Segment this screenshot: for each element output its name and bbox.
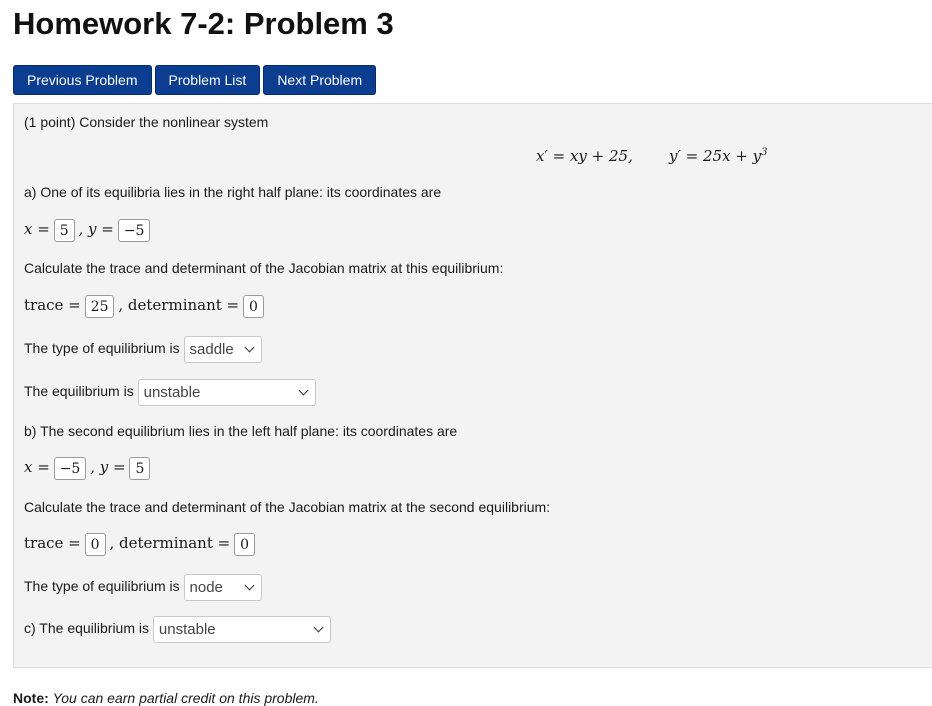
problem-navigation — [13, 65, 376, 95]
part-b-y-answer[interactable]: 5 — [129, 457, 150, 480]
part-c-stability-value: unstable — [158, 621, 216, 638]
type-label: The type of equilibrium is — [24, 578, 180, 595]
part-b-calc-text: Calculate the trace and determinant of the Jacobian matrix at the second equilibrium: — [24, 499, 551, 515]
part-a-type-select[interactable] — [184, 336, 262, 363]
part-a-type-row — [24, 336, 262, 363]
part-a-coordinates — [24, 219, 150, 242]
equation-y-base: y′ = 25x + y — [669, 147, 762, 165]
part-b-x-answer[interactable]: −5 — [54, 457, 87, 480]
part-c-row — [24, 616, 331, 643]
part-b-trace-answer[interactable]: 0 — [85, 533, 106, 556]
trace-label: trace = — [24, 296, 81, 315]
part-a-jacobian — [24, 295, 264, 318]
x-equals-label: x = — [24, 458, 50, 477]
part-b-type-select[interactable] — [184, 574, 262, 601]
problem-intro: (1 point) Consider the nonlinear system — [24, 114, 269, 130]
chevron-down-icon — [244, 581, 254, 591]
part-a-determinant-answer[interactable]: 0 — [243, 295, 264, 318]
note-text: You can earn partial credit on this problem. — [52, 690, 319, 706]
part-a-calc-text: Calculate the trace and determinant of the Jacobian matrix at this equilibrium: — [24, 260, 504, 276]
type-label: The type of equilibrium is — [24, 340, 180, 357]
part-c-stability-select[interactable] — [153, 616, 331, 643]
equation-y — [669, 147, 767, 165]
partial-credit-note — [13, 690, 319, 706]
stability-label: The equilibrium is — [24, 383, 134, 400]
determinant-label: , determinant = — [118, 296, 240, 315]
part-b-type-value: node — [189, 579, 223, 596]
chevron-down-icon — [298, 386, 308, 396]
y-equals-label: , y = — [78, 220, 114, 239]
part-a-stability-value: unstable — [143, 384, 201, 401]
problem-body — [13, 103, 932, 668]
part-b-coordinates — [24, 457, 150, 480]
part-a-stability-row — [24, 379, 316, 406]
part-c-label: c) The equilibrium is — [24, 620, 150, 637]
next-problem-button[interactable]: Next Problem — [263, 65, 376, 95]
part-a-trace-answer[interactable]: 25 — [85, 295, 115, 318]
determinant-label: , determinant = — [109, 534, 231, 553]
chevron-down-icon — [244, 343, 254, 353]
page-title: Homework 7-2: Problem 3 — [13, 6, 394, 41]
previous-problem-button[interactable]: Previous Problem — [13, 65, 152, 95]
part-b-jacobian — [24, 533, 255, 556]
y-equals-label: , y = — [90, 458, 126, 477]
x-equals-label: x = — [24, 220, 50, 239]
equation-x: x′ = xy + 25, — [536, 147, 633, 165]
trace-label: trace = — [24, 534, 81, 553]
part-b-type-row — [24, 574, 262, 601]
part-b-determinant-answer[interactable]: 0 — [234, 533, 255, 556]
part-a-text: a) One of its equilibria lies in the right half plane: its coordinates are — [24, 184, 442, 200]
part-a-stability-select[interactable] — [138, 379, 316, 406]
equation-y-exponent: 3 — [761, 147, 768, 158]
problem-list-button[interactable]: Problem List — [155, 65, 261, 95]
part-a-y-answer[interactable]: −5 — [118, 219, 151, 242]
note-label: Note: — [13, 690, 49, 706]
part-a-x-answer[interactable]: 5 — [54, 219, 75, 242]
part-a-type-value: saddle — [189, 341, 234, 358]
part-b-text: b) The second equilibrium lies in the left half plane: its coordinates are — [24, 423, 458, 439]
chevron-down-icon — [313, 623, 323, 633]
